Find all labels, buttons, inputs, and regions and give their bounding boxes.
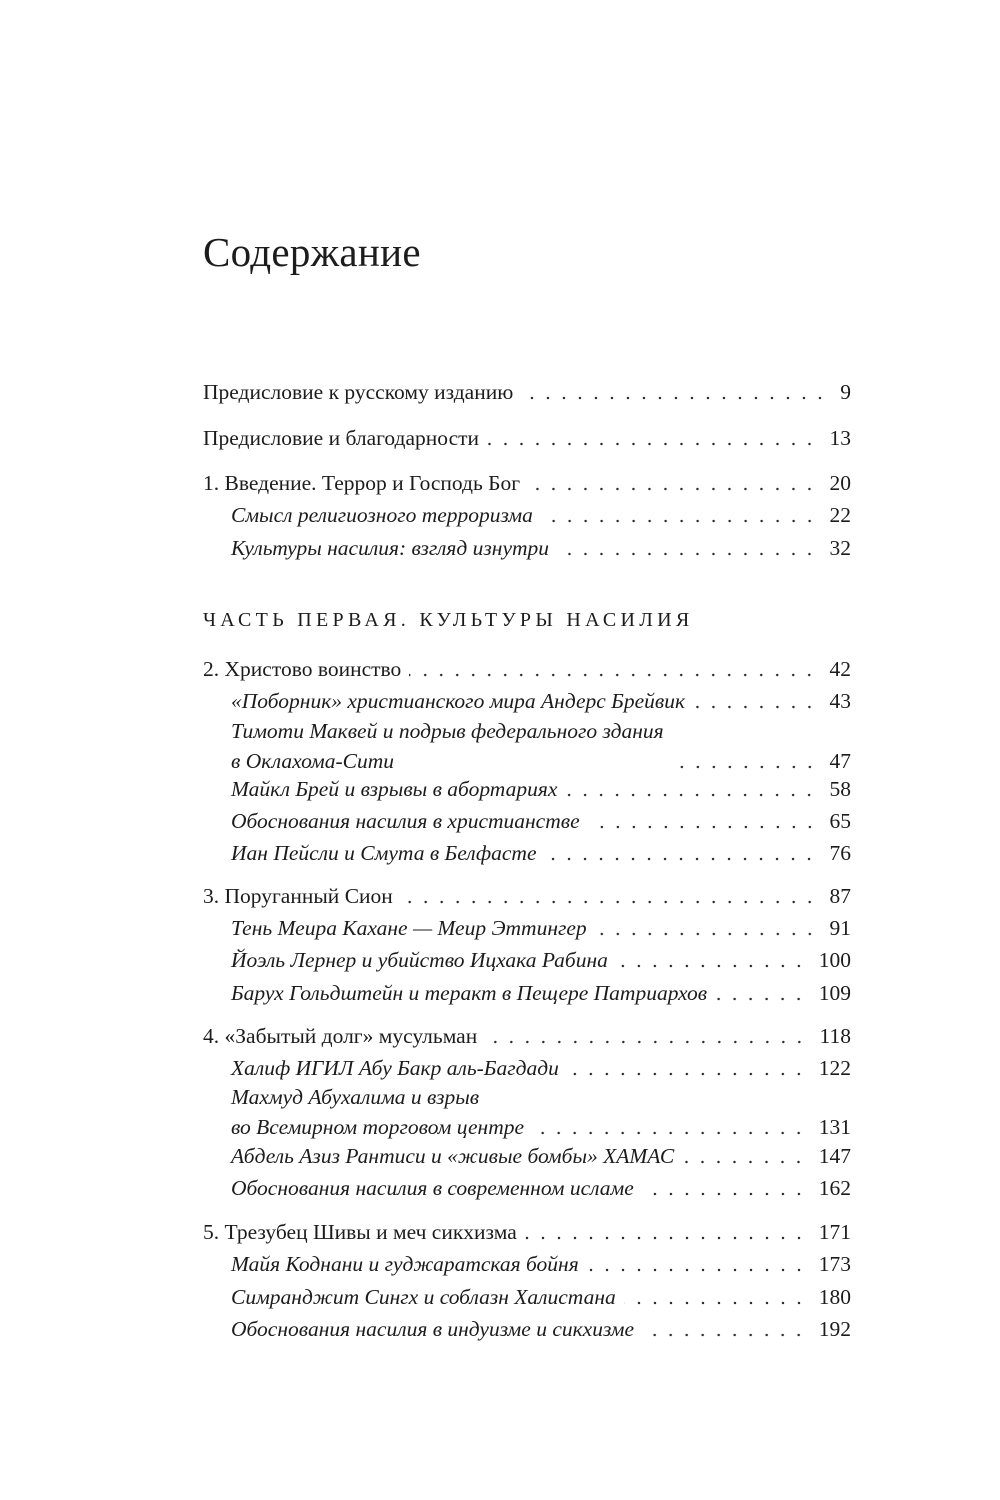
toc-page-number: 122 xyxy=(818,1056,851,1080)
toc-subentry[interactable] xyxy=(231,682,851,716)
toc-entry-chapter-1[interactable] xyxy=(203,464,851,498)
toc-entry-chapter-2[interactable] xyxy=(203,650,851,684)
dot-leader xyxy=(525,1232,807,1240)
toc-subentry[interactable] xyxy=(231,1078,851,1142)
toc-page-number: 118 xyxy=(819,1024,851,1048)
toc-entry-label-line: в Оклахома-Сити xyxy=(231,749,395,773)
toc-entry-label: Майкл Брей и взрывы в абортариях xyxy=(231,777,558,801)
toc-page-number: 87 xyxy=(829,884,851,908)
toc-entry-chapter-5[interactable] xyxy=(203,1213,851,1247)
toc-entry-chapter-4[interactable] xyxy=(203,1017,851,1051)
dot-leader xyxy=(565,789,817,797)
toc-entry-label xyxy=(231,716,664,776)
toc-page-number: 162 xyxy=(818,1176,851,1200)
toc-entry-label: Майя Коднани и гуджаратская бойня xyxy=(231,1252,579,1276)
toc-page-number: 192 xyxy=(818,1317,851,1341)
dot-leader xyxy=(642,1188,807,1196)
toc-page-number: 58 xyxy=(829,777,851,801)
dot-leader xyxy=(672,761,818,769)
toc-entry-preface-acknowledgements[interactable] xyxy=(203,419,851,453)
toc-entry-label: Абдель Азиз Рантиси и «живые бомбы» ХАМАС xyxy=(231,1144,675,1168)
part-heading: ЧАСТЬ ПЕРВАЯ. КУЛЬТУРЫ НАСИЛИЯ xyxy=(203,609,694,631)
dot-leader xyxy=(521,392,828,400)
toc-subentry[interactable] xyxy=(231,834,851,868)
toc-subentry[interactable] xyxy=(231,1137,851,1171)
toc-entry-label: 3. Поруганный Сион xyxy=(203,884,393,908)
dot-leader xyxy=(485,1036,807,1044)
toc-entry-label: Йоэль Лернер и убийство Ицхака Рабина xyxy=(231,948,608,972)
toc-subentry[interactable] xyxy=(231,1310,851,1344)
toc-subentry[interactable] xyxy=(231,496,851,530)
toc-page-number: 47 xyxy=(829,749,851,773)
dot-leader xyxy=(616,960,807,968)
toc-page-number: 91 xyxy=(829,916,851,940)
toc-page-number: 9 xyxy=(840,380,851,404)
toc-subentry[interactable] xyxy=(231,770,851,804)
dot-leader xyxy=(595,928,818,936)
toc-subentry[interactable] xyxy=(231,909,851,943)
toc-entry-label-line: Махмуд Абухалима и взрыв xyxy=(231,1085,480,1109)
toc-page-number: 76 xyxy=(829,841,851,865)
toc-entry-label: Симранджит Сингх и соблазн Халистана xyxy=(231,1285,616,1309)
dot-leader xyxy=(401,896,818,904)
dot-leader xyxy=(532,1127,807,1135)
toc-page-number: 42 xyxy=(829,657,851,681)
toc-entry-label: 5. Трезубец Шивы и меч сикхизма xyxy=(203,1220,517,1244)
toc-subentry[interactable] xyxy=(231,941,851,975)
toc-entry-chapter-3[interactable] xyxy=(203,877,851,911)
toc-page-number: 173 xyxy=(818,1252,851,1276)
toc-entry-label: Халиф ИГИЛ Абу Бакр аль-Багдади xyxy=(231,1056,559,1080)
toc-page-number: 147 xyxy=(818,1144,851,1168)
dot-leader xyxy=(541,515,818,523)
dot-leader xyxy=(409,669,817,677)
dot-leader xyxy=(693,701,817,709)
dot-leader xyxy=(544,853,817,861)
toc-entry-label: Барух Гольдштейн и теракт в Пещере Патриархов xyxy=(231,981,708,1005)
toc-subentry[interactable] xyxy=(231,802,851,836)
toc-entry-label-line: Тимоти Маквей и подрыв федерального здания xyxy=(231,719,664,743)
toc-subentry[interactable] xyxy=(231,974,851,1008)
toc-subentry[interactable] xyxy=(231,529,851,563)
page-title: Содержание xyxy=(203,229,421,275)
toc-entry-label: Предисловие и благодарности xyxy=(203,426,480,450)
toc-page-number: 20 xyxy=(829,471,851,495)
toc-entry-label: Обоснования насилия в христианстве xyxy=(231,809,580,833)
toc-entry-label: Предисловие к русскому изданию xyxy=(203,380,514,404)
toc-page-number: 171 xyxy=(818,1220,851,1244)
toc-page-number: 32 xyxy=(829,536,851,560)
toc-entry-label: 1. Введение. Террор и Господь Бог xyxy=(203,471,521,495)
dot-leader xyxy=(487,438,817,446)
toc-entry-label: Обоснования насилия в современном исламе xyxy=(231,1176,634,1200)
toc-entry-label: Иан Пейсли и Смута в Белфасте xyxy=(231,841,537,865)
toc-page-number: 65 xyxy=(829,809,851,833)
toc-entry-label xyxy=(231,1082,524,1142)
dot-leader xyxy=(567,1068,807,1076)
toc-subentry[interactable] xyxy=(231,1169,851,1203)
dot-leader xyxy=(587,1264,807,1272)
dot-leader xyxy=(557,548,817,556)
dot-leader xyxy=(624,1297,807,1305)
toc-entry-label: Смысл религиозного терроризма xyxy=(231,503,533,527)
toc-entry-label: Обоснования насилия в индуизме и сикхизме xyxy=(231,1317,635,1341)
dot-leader xyxy=(528,483,817,491)
toc-entry-label-line: во Всемирном торговом центре xyxy=(231,1115,525,1139)
toc-page-number: 100 xyxy=(818,948,851,972)
toc-entry-label: Тень Меира Кахане — Меир Эттингер xyxy=(231,916,587,940)
toc-subentry[interactable] xyxy=(231,1278,851,1312)
toc-entry-preface-russian[interactable] xyxy=(203,373,851,407)
dot-leader xyxy=(588,821,818,829)
dot-leader xyxy=(682,1156,807,1164)
toc-page-number: 22 xyxy=(829,503,851,527)
toc-page-number: 109 xyxy=(818,981,851,1005)
toc-entry-label: 2. Христово воинство xyxy=(203,657,402,681)
toc-entry-label: Культуры насилия: взгляд изнутри xyxy=(231,536,550,560)
toc-entry-label: «Поборник» христианского мира Андерс Брейвик xyxy=(231,689,686,713)
dot-leader xyxy=(642,1329,807,1337)
toc-subentry[interactable] xyxy=(231,1245,851,1279)
toc-page-number: 180 xyxy=(818,1285,851,1309)
toc-page-number: 131 xyxy=(818,1115,851,1139)
toc-page-number: 43 xyxy=(829,689,851,713)
toc-entry-label: 4. «Забытый долг» мусульман xyxy=(203,1024,478,1048)
dot-leader xyxy=(715,993,807,1001)
toc-subentry[interactable] xyxy=(231,712,851,776)
toc-page-number: 13 xyxy=(829,426,851,450)
